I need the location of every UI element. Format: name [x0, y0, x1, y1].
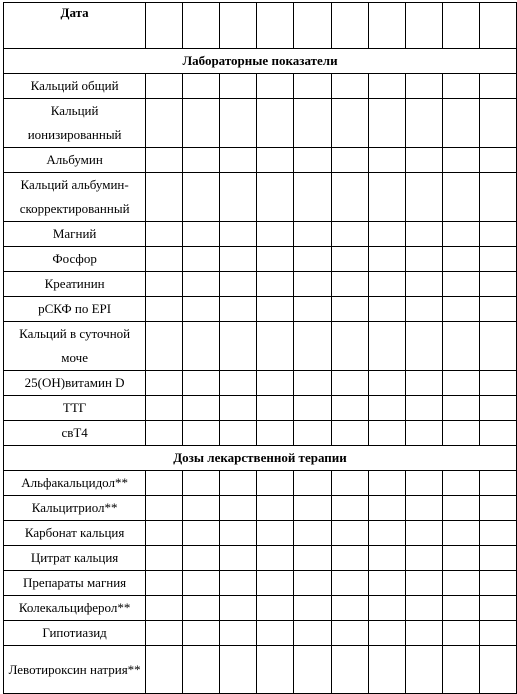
lab-parameter-value-cell[interactable] [442, 322, 479, 371]
drug-value-cell[interactable] [220, 546, 257, 571]
date-cell[interactable] [220, 3, 257, 49]
drug-value-cell[interactable] [294, 521, 331, 546]
drug-value-cell[interactable] [479, 471, 516, 496]
drug-value-cell[interactable] [442, 646, 479, 694]
lab-parameter-label: Фосфор [4, 247, 146, 272]
drug-row [4, 546, 517, 571]
drug-value-cell[interactable] [220, 596, 257, 621]
lab-parameter-label: Кальций ионизированный [4, 99, 146, 148]
drug-value-cell[interactable] [257, 521, 294, 546]
date-header-cell: Дата [4, 3, 146, 49]
lab-parameter-value-cell[interactable] [220, 396, 257, 421]
drug-value-cell[interactable] [479, 646, 516, 694]
lab-parameter-value-cell[interactable] [183, 322, 220, 371]
lab-parameter-value-cell[interactable] [220, 173, 257, 222]
lab-parameter-value-cell[interactable] [331, 272, 368, 297]
drug-value-cell[interactable] [146, 646, 183, 694]
lab-parameter-value-cell[interactable] [257, 421, 294, 446]
lab-parameter-value-cell[interactable] [220, 421, 257, 446]
lab-section-title: Лабораторные показатели [4, 49, 517, 74]
lab-parameter-row [4, 173, 517, 222]
lab-parameter-value-cell[interactable] [331, 396, 368, 421]
lab-parameter-value-cell[interactable] [294, 322, 331, 371]
lab-parameter-value-cell[interactable] [183, 247, 220, 272]
drug-value-cell[interactable] [294, 496, 331, 521]
lab-parameter-row [4, 148, 517, 173]
date-cell[interactable] [479, 3, 516, 49]
lab-parameter-value-cell[interactable] [405, 421, 442, 446]
lab-parameter-value-cell[interactable] [368, 322, 405, 371]
lab-parameter-value-cell[interactable] [146, 173, 183, 222]
lab-parameter-value-cell[interactable] [294, 148, 331, 173]
drug-value-cell[interactable] [183, 571, 220, 596]
lab-parameter-value-cell[interactable] [405, 99, 442, 148]
lab-parameter-row [4, 222, 517, 247]
lab-parameter-value-cell[interactable] [368, 74, 405, 99]
date-cell[interactable] [331, 3, 368, 49]
lab-parameter-value-cell[interactable] [405, 74, 442, 99]
lab-parameter-value-cell[interactable] [146, 371, 183, 396]
drug-value-cell[interactable] [146, 521, 183, 546]
drug-label: Альфакальцидол** [4, 471, 146, 496]
lab-parameter-value-cell[interactable] [146, 74, 183, 99]
drug-row [4, 521, 517, 546]
drug-label: Левотироксин натрия** [4, 646, 146, 694]
lab-parameter-value-cell[interactable] [479, 371, 516, 396]
lab-parameter-label: Кальций альбумин-скорректированный [4, 173, 146, 222]
drug-value-cell[interactable] [331, 621, 368, 646]
lab-parameter-value-cell[interactable] [257, 173, 294, 222]
lab-parameter-value-cell[interactable] [405, 272, 442, 297]
drug-value-cell[interactable] [146, 496, 183, 521]
lab-parameter-row [4, 297, 517, 322]
lab-parameter-value-cell[interactable] [146, 148, 183, 173]
lab-parameter-value-cell[interactable] [331, 322, 368, 371]
lab-parameter-value-cell[interactable] [331, 222, 368, 247]
drug-value-cell[interactable] [442, 521, 479, 546]
lab-parameter-value-cell[interactable] [368, 247, 405, 272]
drug-value-cell[interactable] [331, 596, 368, 621]
drug-value-cell[interactable] [220, 471, 257, 496]
lab-parameter-value-cell[interactable] [331, 99, 368, 148]
lab-parameter-value-cell[interactable] [442, 396, 479, 421]
drug-label: Колекальциферол** [4, 596, 146, 621]
lab-parameter-value-cell[interactable] [442, 74, 479, 99]
lab-parameter-value-cell[interactable] [442, 222, 479, 247]
drug-section-title: Дозы лекарственной терапии [4, 446, 517, 471]
lab-parameter-value-cell[interactable] [405, 371, 442, 396]
drug-value-cell[interactable] [442, 571, 479, 596]
lab-parameter-label: ТТГ [4, 396, 146, 421]
drug-value-cell[interactable] [183, 621, 220, 646]
drug-value-cell[interactable] [331, 471, 368, 496]
lab-parameter-value-cell[interactable] [183, 421, 220, 446]
drug-row [4, 621, 517, 646]
drug-value-cell[interactable] [220, 571, 257, 596]
lab-parameter-row [4, 421, 517, 446]
lab-parameter-value-cell[interactable] [479, 148, 516, 173]
drug-row [4, 496, 517, 521]
drug-value-cell[interactable] [405, 621, 442, 646]
lab-parameter-value-cell[interactable] [220, 247, 257, 272]
lab-parameter-row [4, 322, 517, 371]
lab-parameter-value-cell[interactable] [331, 74, 368, 99]
lab-parameter-value-cell[interactable] [368, 99, 405, 148]
drug-value-cell[interactable] [220, 621, 257, 646]
drug-value-cell[interactable] [294, 596, 331, 621]
drug-value-cell[interactable] [220, 496, 257, 521]
lab-parameter-value-cell[interactable] [183, 272, 220, 297]
lab-parameter-value-cell[interactable] [146, 99, 183, 148]
lab-parameter-value-cell[interactable] [183, 99, 220, 148]
lab-parameter-value-cell[interactable] [331, 421, 368, 446]
lab-section-row [4, 49, 517, 74]
lab-parameter-value-cell[interactable] [294, 421, 331, 446]
lab-parameter-value-cell[interactable] [405, 396, 442, 421]
lab-parameter-value-cell[interactable] [257, 371, 294, 396]
drug-value-cell[interactable] [479, 596, 516, 621]
lab-parameter-value-cell[interactable] [220, 99, 257, 148]
header-row [4, 3, 517, 49]
lab-parameter-value-cell[interactable] [442, 148, 479, 173]
drug-value-cell[interactable] [331, 646, 368, 694]
lab-parameter-value-cell[interactable] [257, 322, 294, 371]
lab-parameter-row [4, 99, 517, 148]
lab-parameter-value-cell[interactable] [146, 222, 183, 247]
lab-parameter-value-cell[interactable] [183, 297, 220, 322]
lab-parameter-value-cell[interactable] [257, 222, 294, 247]
drug-value-cell[interactable] [257, 621, 294, 646]
drug-value-cell[interactable] [294, 571, 331, 596]
drug-value-cell[interactable] [479, 496, 516, 521]
drug-value-cell[interactable] [405, 521, 442, 546]
drug-row [4, 596, 517, 621]
lab-parameter-value-cell[interactable] [368, 371, 405, 396]
drug-row [4, 646, 517, 694]
lab-parameter-value-cell[interactable] [405, 222, 442, 247]
drug-value-cell[interactable] [146, 596, 183, 621]
lab-parameter-value-cell[interactable] [146, 421, 183, 446]
lab-parameter-value-cell[interactable] [331, 148, 368, 173]
drug-value-cell[interactable] [183, 546, 220, 571]
lab-parameter-value-cell[interactable] [220, 222, 257, 247]
drug-value-cell[interactable] [405, 546, 442, 571]
drug-value-cell[interactable] [442, 546, 479, 571]
drug-value-cell[interactable] [331, 546, 368, 571]
lab-parameter-row [4, 396, 517, 421]
lab-parameter-value-cell[interactable] [146, 272, 183, 297]
drug-value-cell[interactable] [368, 646, 405, 694]
lab-parameter-value-cell[interactable] [257, 247, 294, 272]
lab-parameter-value-cell[interactable] [331, 173, 368, 222]
lab-parameter-row [4, 272, 517, 297]
lab-parameter-row [4, 247, 517, 272]
drug-value-cell[interactable] [220, 646, 257, 694]
lab-parameter-value-cell[interactable] [294, 99, 331, 148]
lab-parameter-value-cell[interactable] [368, 421, 405, 446]
lab-parameter-value-cell[interactable] [479, 99, 516, 148]
drug-value-cell[interactable] [331, 496, 368, 521]
drug-value-cell[interactable] [405, 596, 442, 621]
drug-value-cell[interactable] [442, 596, 479, 621]
lab-parameter-value-cell[interactable] [146, 247, 183, 272]
drug-value-cell[interactable] [294, 646, 331, 694]
lab-parameter-label: свТ4 [4, 421, 146, 446]
lab-parameter-value-cell[interactable] [368, 396, 405, 421]
drug-row [4, 571, 517, 596]
lab-parameter-value-cell[interactable] [479, 421, 516, 446]
lab-parameter-value-cell[interactable] [479, 297, 516, 322]
date-cell[interactable] [368, 3, 405, 49]
drug-value-cell[interactable] [405, 571, 442, 596]
drug-section-row [4, 446, 517, 471]
drug-value-cell[interactable] [479, 521, 516, 546]
drug-value-cell[interactable] [405, 471, 442, 496]
drug-value-cell[interactable] [479, 546, 516, 571]
drug-value-cell[interactable] [257, 571, 294, 596]
lab-parameter-value-cell[interactable] [183, 396, 220, 421]
lab-parameter-value-cell[interactable] [479, 322, 516, 371]
lab-parameter-value-cell[interactable] [257, 297, 294, 322]
lab-parameter-value-cell[interactable] [294, 272, 331, 297]
drug-value-cell[interactable] [146, 546, 183, 571]
drug-value-cell[interactable] [331, 571, 368, 596]
lab-parameter-value-cell[interactable] [294, 247, 331, 272]
lab-parameter-value-cell[interactable] [220, 322, 257, 371]
lab-parameter-value-cell[interactable] [479, 173, 516, 222]
drug-value-cell[interactable] [257, 496, 294, 521]
lab-parameter-label: Кальций общий [4, 74, 146, 99]
lab-parameter-value-cell[interactable] [479, 272, 516, 297]
lab-parameter-value-cell[interactable] [405, 322, 442, 371]
drug-value-cell[interactable] [442, 621, 479, 646]
lab-parameter-value-cell[interactable] [442, 247, 479, 272]
lab-parameter-value-cell[interactable] [479, 247, 516, 272]
drug-value-cell[interactable] [442, 496, 479, 521]
lab-parameter-value-cell[interactable] [442, 173, 479, 222]
drug-value-cell[interactable] [331, 521, 368, 546]
drug-value-cell[interactable] [257, 546, 294, 571]
lab-parameter-value-cell[interactable] [257, 396, 294, 421]
lab-parameter-value-cell[interactable] [368, 148, 405, 173]
lab-parameter-label: Магний [4, 222, 146, 247]
lab-parameter-value-cell[interactable] [442, 371, 479, 396]
drug-value-cell[interactable] [368, 571, 405, 596]
drug-value-cell[interactable] [479, 571, 516, 596]
drug-value-cell[interactable] [294, 621, 331, 646]
lab-parameter-value-cell[interactable] [220, 148, 257, 173]
drug-value-cell[interactable] [479, 621, 516, 646]
drug-value-cell[interactable] [146, 571, 183, 596]
drug-row [4, 471, 517, 496]
lab-parameter-label: 25(OH)витамин D [4, 371, 146, 396]
lab-parameter-value-cell[interactable] [442, 272, 479, 297]
lab-parameter-value-cell[interactable] [405, 148, 442, 173]
drug-value-cell[interactable] [183, 596, 220, 621]
lab-parameter-value-cell[interactable] [220, 371, 257, 396]
drug-value-cell[interactable] [368, 496, 405, 521]
lab-parameter-label: Креатинин [4, 272, 146, 297]
drug-label: Цитрат кальция [4, 546, 146, 571]
lab-parameter-value-cell[interactable] [294, 74, 331, 99]
lab-parameter-value-cell[interactable] [183, 222, 220, 247]
lab-parameter-value-cell[interactable] [220, 272, 257, 297]
lab-parameter-label: Кальций в суточной моче [4, 322, 146, 371]
drug-value-cell[interactable] [442, 471, 479, 496]
lab-parameter-value-cell[interactable] [257, 148, 294, 173]
lab-parameter-value-cell[interactable] [331, 371, 368, 396]
drug-value-cell[interactable] [146, 471, 183, 496]
drug-label: Гипотиазид [4, 621, 146, 646]
lab-parameter-value-cell[interactable] [257, 272, 294, 297]
lab-parameter-value-cell[interactable] [405, 247, 442, 272]
monitoring-table [3, 2, 517, 694]
lab-parameter-value-cell[interactable] [442, 297, 479, 322]
date-cell[interactable] [183, 3, 220, 49]
lab-parameter-value-cell[interactable] [479, 396, 516, 421]
lab-parameter-value-cell[interactable] [220, 297, 257, 322]
lab-parameter-value-cell[interactable] [442, 421, 479, 446]
lab-parameter-value-cell[interactable] [368, 272, 405, 297]
lab-parameter-value-cell[interactable] [442, 99, 479, 148]
lab-parameter-label: рСКФ по EPI [4, 297, 146, 322]
drug-value-cell[interactable] [257, 471, 294, 496]
lab-parameter-value-cell[interactable] [294, 297, 331, 322]
drug-value-cell[interactable] [294, 546, 331, 571]
date-cell[interactable] [442, 3, 479, 49]
lab-parameter-value-cell[interactable] [294, 173, 331, 222]
date-cell[interactable] [257, 3, 294, 49]
drug-value-cell[interactable] [183, 496, 220, 521]
drug-value-cell[interactable] [146, 621, 183, 646]
drug-value-cell[interactable] [257, 646, 294, 694]
lab-parameter-value-cell[interactable] [294, 396, 331, 421]
drug-value-cell[interactable] [405, 496, 442, 521]
lab-parameter-value-cell[interactable] [183, 173, 220, 222]
drug-value-cell[interactable] [257, 596, 294, 621]
lab-parameter-value-cell[interactable] [294, 222, 331, 247]
date-cell[interactable] [405, 3, 442, 49]
lab-parameter-value-cell[interactable] [220, 74, 257, 99]
lab-parameter-value-cell[interactable] [257, 99, 294, 148]
drug-value-cell[interactable] [368, 521, 405, 546]
lab-parameter-value-cell[interactable] [146, 396, 183, 421]
drug-value-cell[interactable] [294, 471, 331, 496]
lab-parameter-value-cell[interactable] [479, 74, 516, 99]
drug-value-cell[interactable] [220, 521, 257, 546]
lab-parameter-value-cell[interactable] [368, 222, 405, 247]
lab-parameter-value-cell[interactable] [368, 297, 405, 322]
lab-parameter-value-cell[interactable] [146, 322, 183, 371]
lab-parameter-label: Альбумин [4, 148, 146, 173]
drug-value-cell[interactable] [405, 646, 442, 694]
lab-parameter-value-cell[interactable] [368, 173, 405, 222]
lab-parameter-value-cell[interactable] [331, 297, 368, 322]
drug-value-cell[interactable] [368, 471, 405, 496]
drug-value-cell[interactable] [183, 471, 220, 496]
drug-label: Карбонат кальция [4, 521, 146, 546]
drug-value-cell[interactable] [368, 596, 405, 621]
drug-value-cell[interactable] [368, 546, 405, 571]
drug-value-cell[interactable] [183, 646, 220, 694]
lab-parameter-value-cell[interactable] [146, 297, 183, 322]
lab-parameter-value-cell[interactable] [183, 148, 220, 173]
date-cell[interactable] [294, 3, 331, 49]
lab-parameter-value-cell[interactable] [183, 371, 220, 396]
lab-parameter-row [4, 74, 517, 99]
date-cell[interactable] [146, 3, 183, 49]
drug-value-cell[interactable] [183, 521, 220, 546]
lab-parameter-value-cell[interactable] [257, 74, 294, 99]
lab-parameter-value-cell[interactable] [331, 247, 368, 272]
lab-parameter-value-cell[interactable] [479, 222, 516, 247]
lab-parameter-value-cell[interactable] [405, 173, 442, 222]
lab-parameter-row [4, 371, 517, 396]
drug-label: Кальцитриол** [4, 496, 146, 521]
drug-value-cell[interactable] [368, 621, 405, 646]
lab-parameter-value-cell[interactable] [183, 74, 220, 99]
lab-parameter-value-cell[interactable] [405, 297, 442, 322]
lab-parameter-value-cell[interactable] [294, 371, 331, 396]
drug-label: Препараты магния [4, 571, 146, 596]
